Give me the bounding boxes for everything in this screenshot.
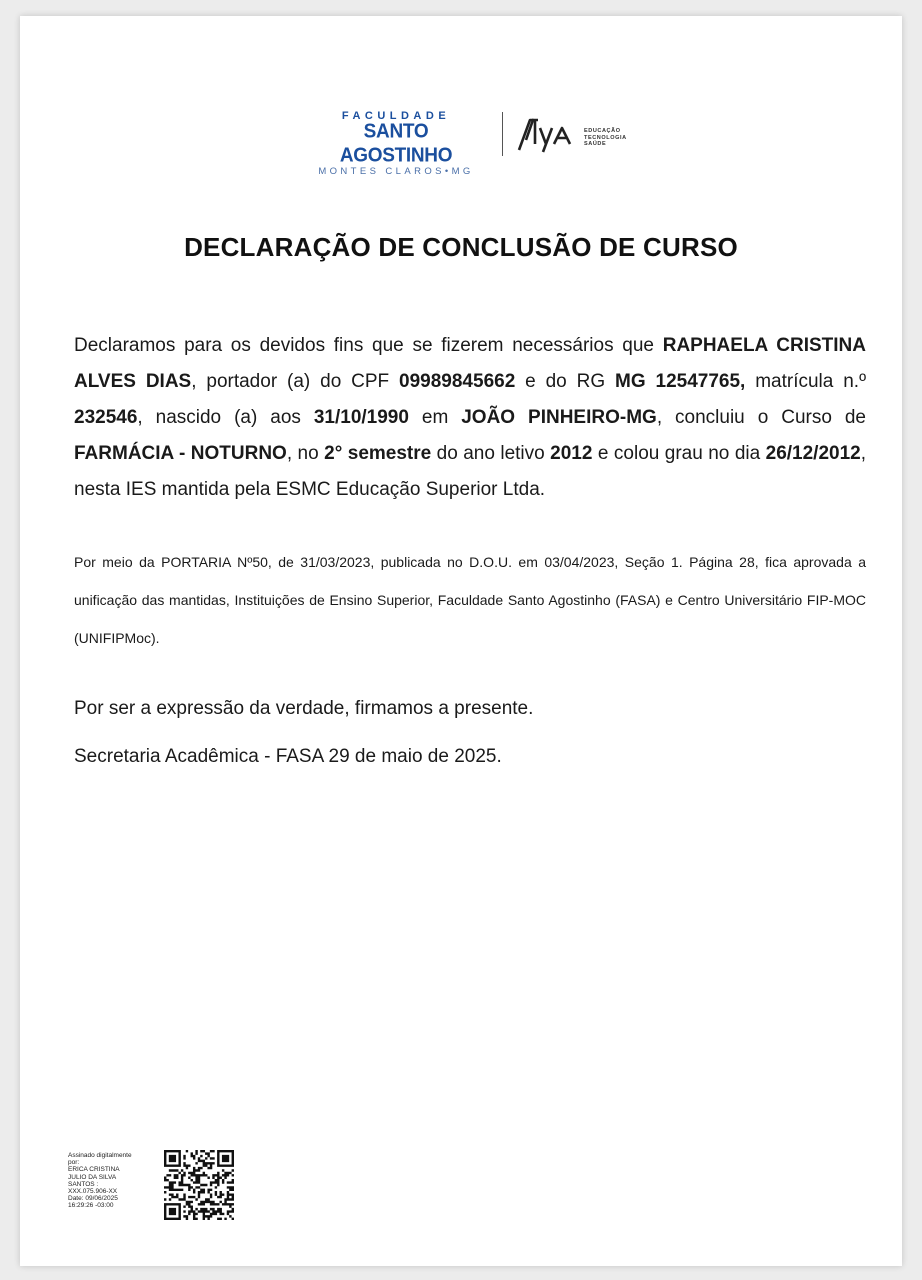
- declaration-text: , nesta IES mantida pela ESMC Educação Superior Ltda.: [74, 443, 866, 500]
- declaration-text: e do RG: [515, 371, 616, 392]
- course-value: FARMÁCIA - NOTURNO: [74, 443, 287, 464]
- logo-faculdade-text: FACULDADE: [341, 110, 451, 122]
- document-page: [20, 16, 902, 1266]
- declaration-paragraph: [74, 328, 866, 508]
- declaration-text: , no: [286, 443, 325, 464]
- declaration-text: do ano letivo: [431, 443, 551, 464]
- declaration-text: , nascido (a) aos: [137, 407, 314, 428]
- logo-name-text: SANTO AGOSTINHO: [339, 120, 453, 167]
- matricula-value: 232546: [74, 407, 138, 428]
- declaration-text: , concluiu o Curso de: [656, 407, 866, 428]
- declaration-text: e colou grau no dia: [592, 443, 766, 464]
- signature-line: SANTOS :: [68, 1180, 99, 1188]
- signature-line: JULIO DA SILVA: [68, 1173, 117, 1181]
- digital-signature-block: [68, 1152, 158, 1210]
- logo-divider: [502, 112, 503, 156]
- institution-logo: [308, 110, 658, 177]
- birth-place-value: JOÃO PINHEIRO-MG: [461, 407, 657, 428]
- signature-line: XXX.075.906-XX: [68, 1188, 118, 1196]
- afya-tag-line: EDUCAÇÃO: [584, 128, 621, 134]
- qr-code-icon: [164, 1150, 234, 1220]
- declaration-text: , portador (a) do CPF: [191, 371, 400, 392]
- signed-place-date: Secretaria Acadêmica - FASA 29 de maio de 2025.: [74, 746, 502, 767]
- afya-tag-line: SAÚDE: [584, 141, 607, 147]
- birth-date-value: 31/10/1990: [313, 407, 409, 428]
- year-value: 2012: [550, 443, 593, 464]
- rg-value: MG 12547765,: [615, 371, 746, 392]
- semester-value: 2° semestre: [324, 443, 432, 464]
- document-title: DECLARAÇÃO DE CONCLUSÃO DE CURSO: [184, 232, 738, 262]
- signature-line: por:: [68, 1159, 80, 1167]
- afya-tagline: [584, 128, 627, 148]
- student-name: RAPHAELA CRISTINA ALVES DIAS: [74, 335, 866, 392]
- fasa-logo: [308, 110, 484, 178]
- graduation-date-value: 26/12/2012: [765, 443, 861, 464]
- afya-logo-icon: [516, 114, 576, 154]
- afya-tag-line: TECNOLOGIA: [584, 134, 627, 141]
- portaria-paragraph: Por meio da PORTARIA Nº50, de 31/03/2023, publicada no D.O.U. em 03/04/2023, Seção 1. Página 28, fica aprovada a unificação das mantidas, Instituições de Ensino Superior, Faculdade Santo Agostinho (FASA) e Centro Universitário FIP-MOC (UNIFIPMoc).: [74, 554, 866, 646]
- signature-line: ERICA CRISTINA: [68, 1166, 120, 1174]
- signature-line: 16:29:26 -03:00: [68, 1202, 114, 1210]
- signature-line: Date: 09/06/2025: [68, 1195, 118, 1203]
- logo-city-text: MONTES CLAROS•MG: [318, 166, 474, 177]
- declaration-text: em: [408, 407, 462, 428]
- declaration-text: Declaramos para os devidos fins que se fizerem necessários que: [74, 335, 663, 356]
- declaration-text: matrícula n.º: [745, 371, 867, 392]
- cpf-value: 09989845662: [399, 371, 516, 392]
- signature-line: Assinado digitalmente: [68, 1152, 132, 1159]
- closing-statement: Por ser a expressão da verdade, firmamos a presente.: [74, 698, 534, 719]
